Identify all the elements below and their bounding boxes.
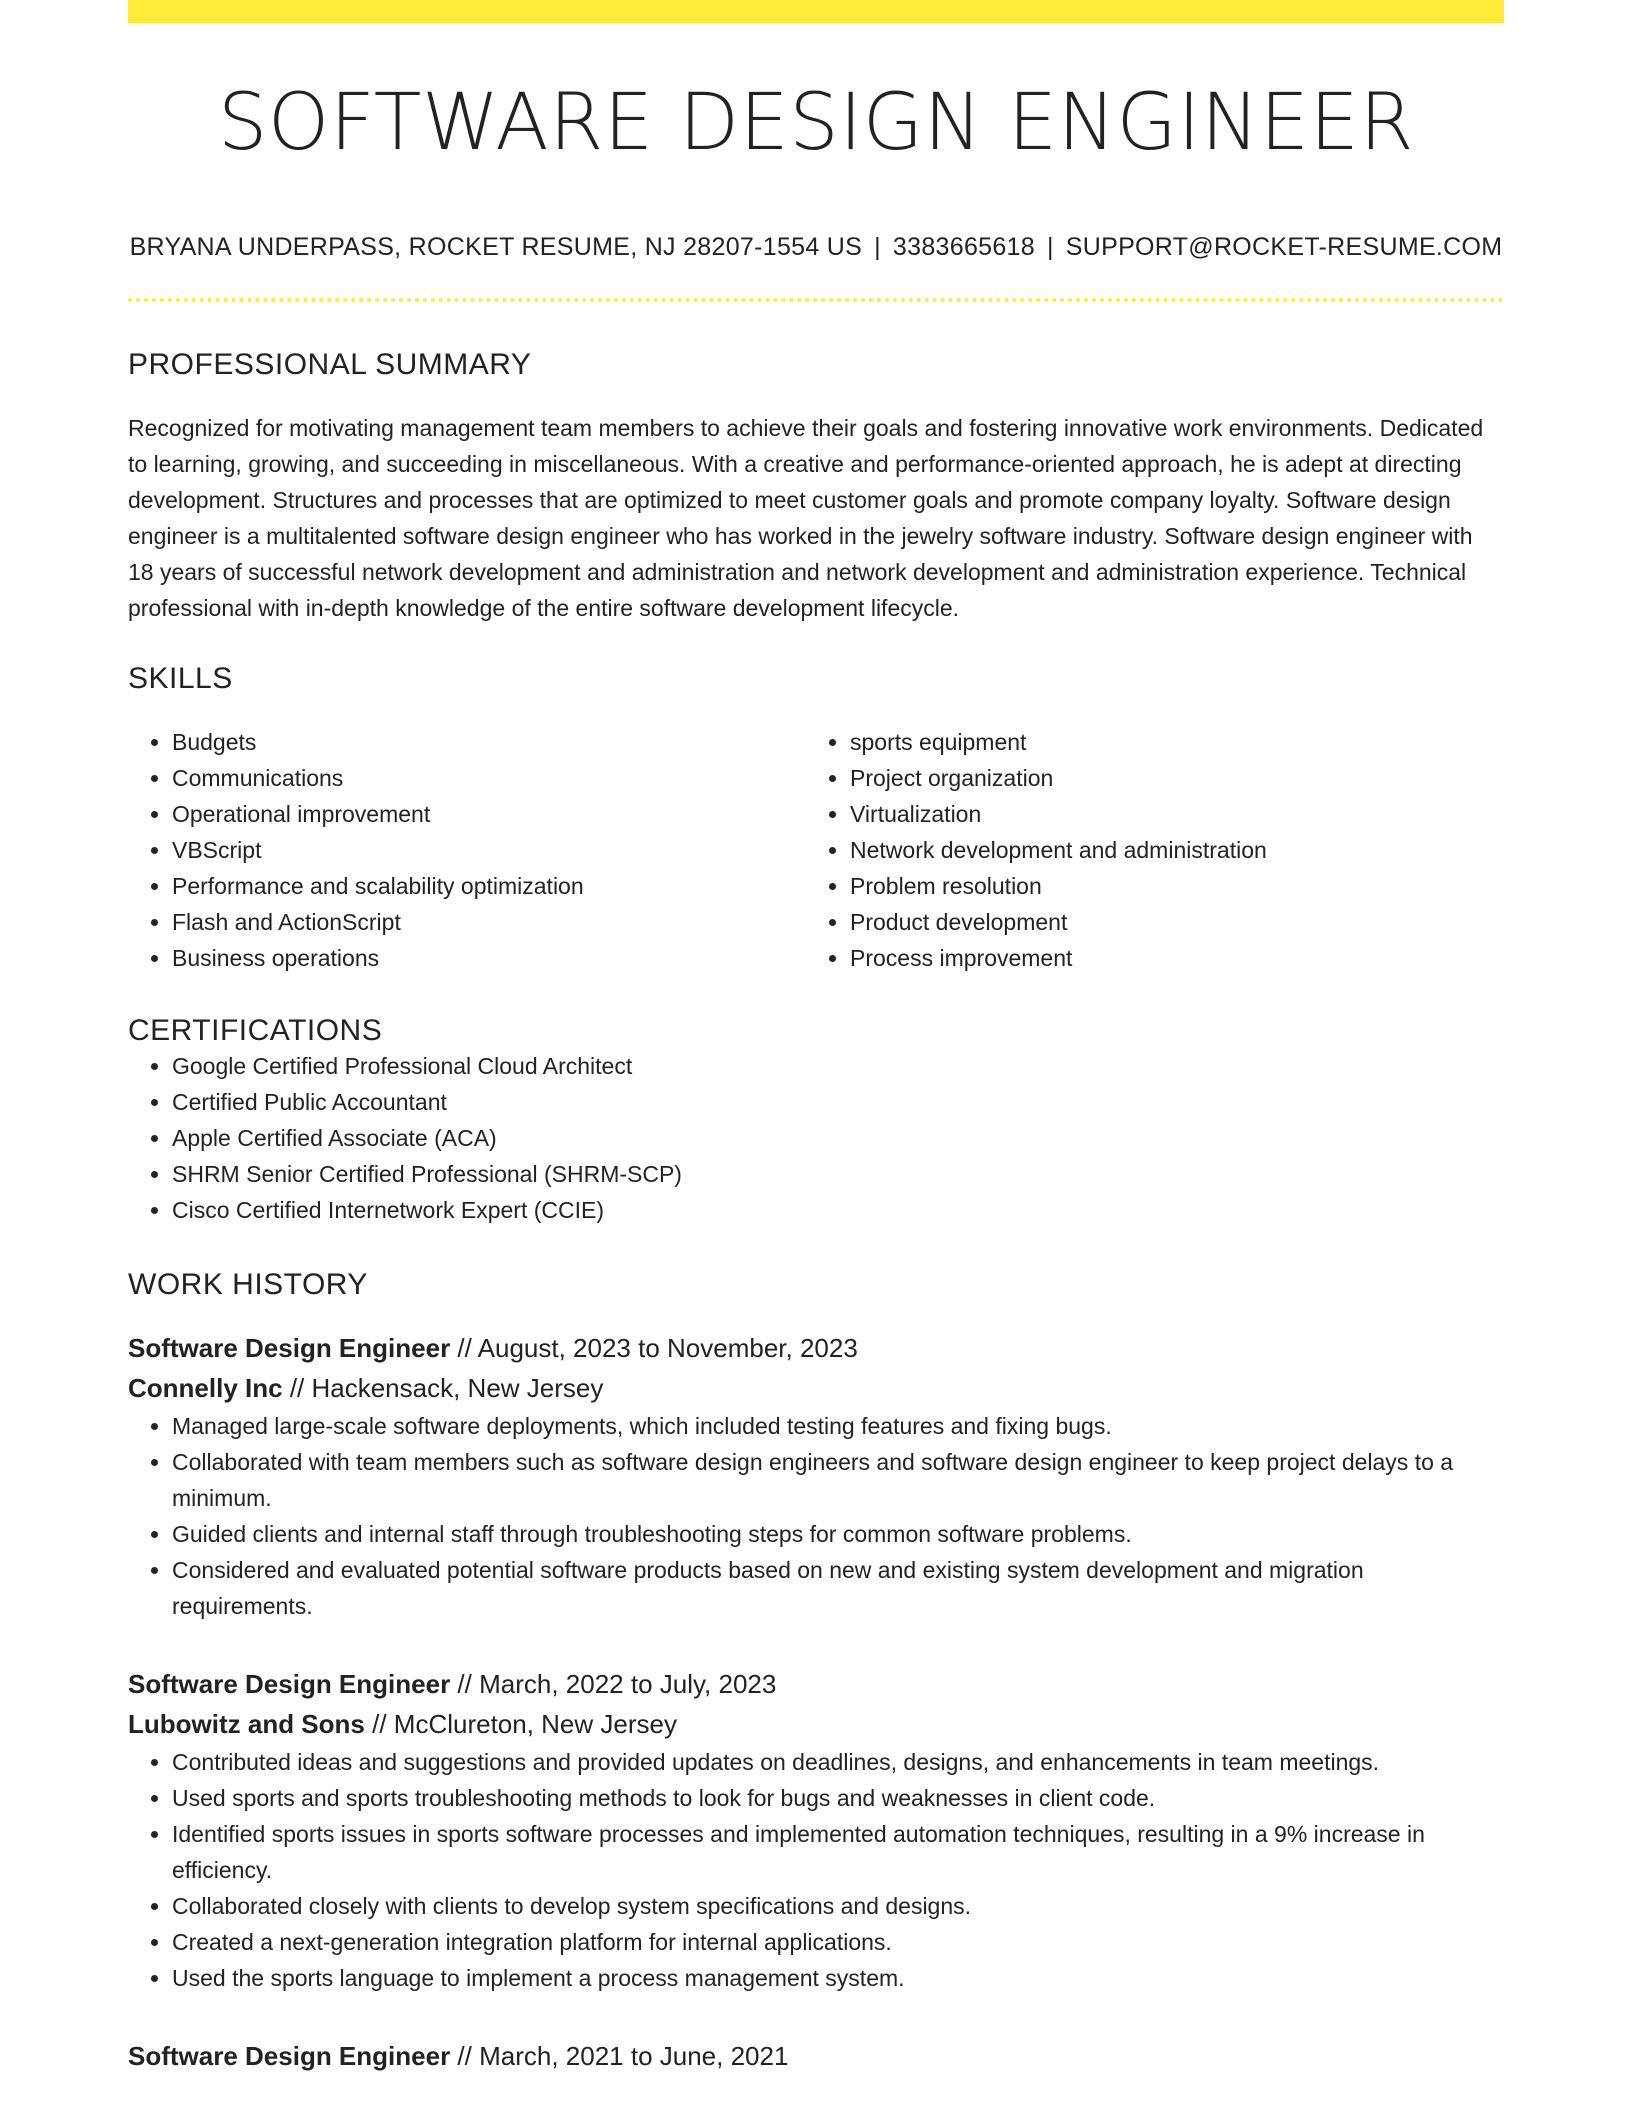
job-company: Lubowitz and Sons xyxy=(128,1708,365,1739)
skill-item: • Performance and scalability optimization xyxy=(172,868,806,904)
contact-address: BRYANA UNDERPASS, ROCKET RESUME, NJ 28207-1554 US xyxy=(129,232,863,261)
skill-item: • Project organization xyxy=(850,760,1484,796)
contact-phone[interactable]: 3383665618 xyxy=(892,232,1035,261)
skills-column-left xyxy=(128,724,806,976)
skill-item: • Flash and ActionScript xyxy=(172,904,806,940)
job-title: Software Design Engineer xyxy=(128,2040,451,2071)
job-entry xyxy=(128,2036,1504,2076)
certification-item: • Certified Public Accountant xyxy=(172,1084,1504,1120)
certifications-heading: CERTIFICATIONS xyxy=(128,1013,383,1047)
skills-list-right xyxy=(806,724,1484,976)
job-bullets xyxy=(128,1408,1504,1624)
job-bullet: • Guided clients and internal staff through troubleshooting steps for common software problems. xyxy=(172,1516,1504,1552)
skills-list-left xyxy=(128,724,806,976)
skill-item: • Budgets xyxy=(172,724,806,760)
skill-item: • sports equipment xyxy=(850,724,1484,760)
resume-page xyxy=(128,0,1504,2076)
certifications-list xyxy=(128,1048,1504,1228)
skills-columns xyxy=(128,724,1504,976)
job-title-line xyxy=(128,1328,1504,1368)
job-bullet: • Identified sports issues in sports software processes and implemented automation techniques, resulting in a 9% increase in efficiency. xyxy=(172,1816,1504,1888)
skill-item: • Operational improvement xyxy=(172,796,806,832)
summary-heading: PROFESSIONAL SUMMARY xyxy=(128,347,532,381)
certification-item: • Cisco Certified Internetwork Expert (CCIE) xyxy=(172,1192,1504,1228)
contact-email[interactable]: SUPPORT@ROCKET-RESUME.COM xyxy=(1065,232,1503,261)
skills-heading: SKILLS xyxy=(128,661,233,695)
skill-item: • Communications xyxy=(172,760,806,796)
skill-item: • Virtualization xyxy=(850,796,1484,832)
certification-item: • Google Certified Professional Cloud Architect xyxy=(172,1048,1504,1084)
job-title: Software Design Engineer xyxy=(128,1332,451,1363)
job-bullet: • Collaborated closely with clients to develop system specifications and designs. xyxy=(172,1888,1504,1924)
contact-separator: | xyxy=(874,232,881,261)
job-company-line xyxy=(128,1704,1504,1744)
skill-item: • Business operations xyxy=(172,940,806,976)
job-title-line xyxy=(128,2036,1504,2076)
skill-item: • Problem resolution xyxy=(850,868,1484,904)
skills-column-right xyxy=(806,724,1484,976)
certification-item: • SHRM Senior Certified Professional (SHRM-SCP) xyxy=(172,1156,1504,1192)
job-location: // Hackensack, New Jersey xyxy=(289,1372,604,1403)
skill-item: • Product development xyxy=(850,904,1484,940)
contact-separator: | xyxy=(1046,232,1054,261)
job-bullet: • Contributed ideas and suggestions and provided updates on deadlines, designs, and enhancements in team meetings. xyxy=(172,1744,1504,1780)
job-bullet: • Managed large-scale software deployments, which included testing features and fixing bugs. xyxy=(172,1408,1504,1444)
work-history-heading: WORK HISTORY xyxy=(128,1267,368,1301)
job-company-line xyxy=(128,1368,1504,1408)
summary-text: Recognized for motivating management team members to achieve their goals and fostering innovative work environments. Dedicated to learning, growing, and succeeding in miscellaneous. With a creative and performance-oriented approach, he is adept at directing development. Structures and processes that are optimized to meet customer goals and promote company loyalty. Software design engineer is a multitalented software design engineer who has worked in the jewelry software industry. Software design engineer with 18 years of successful network development and administration and network development and administration experience. Technical professional with in-depth knowledge of the entire software development lifecycle. xyxy=(128,414,1484,621)
contact-line xyxy=(128,233,1504,262)
job-bullets xyxy=(128,1744,1504,1996)
job-entry xyxy=(128,1664,1504,1996)
certification-item: • Apple Certified Associate (ACA) xyxy=(172,1120,1504,1156)
job-bullet: • Considered and evaluated potential software products based on new and existing system development and migration requirements. xyxy=(172,1552,1504,1624)
job-bullet: • Used the sports language to implement a process management system. xyxy=(172,1960,1504,1996)
job-title: Software Design Engineer xyxy=(128,1668,451,1699)
job-dates: // August, 2023 to November, 2023 xyxy=(457,1332,858,1363)
job-location: // McClureton, New Jersey xyxy=(372,1708,677,1739)
job-dates: // March, 2021 to June, 2021 xyxy=(457,2040,789,2071)
skill-item: • Network development and administration xyxy=(850,832,1484,868)
job-dates: // March, 2022 to July, 2023 xyxy=(457,1668,777,1699)
job-bullet: • Used sports and sports troubleshooting methods to look for bugs and weaknesses in client code. xyxy=(172,1780,1504,1816)
dotted-divider xyxy=(128,298,1504,302)
job-title-line xyxy=(128,1664,1504,1704)
accent-top-bar xyxy=(128,0,1504,23)
resume-title: SOFTWARE DESIGN ENGINEER xyxy=(217,78,1415,168)
skill-item: • VBScript xyxy=(172,832,806,868)
job-entry xyxy=(128,1328,1504,1624)
job-company: Connelly Inc xyxy=(128,1372,283,1403)
job-bullet: • Collaborated with team members such as software design engineers and software design engineer to keep project delays to a minimum. xyxy=(172,1444,1504,1516)
job-bullet: • Created a next-generation integration platform for internal applications. xyxy=(172,1924,1504,1960)
skill-item: • Process improvement xyxy=(850,940,1484,976)
